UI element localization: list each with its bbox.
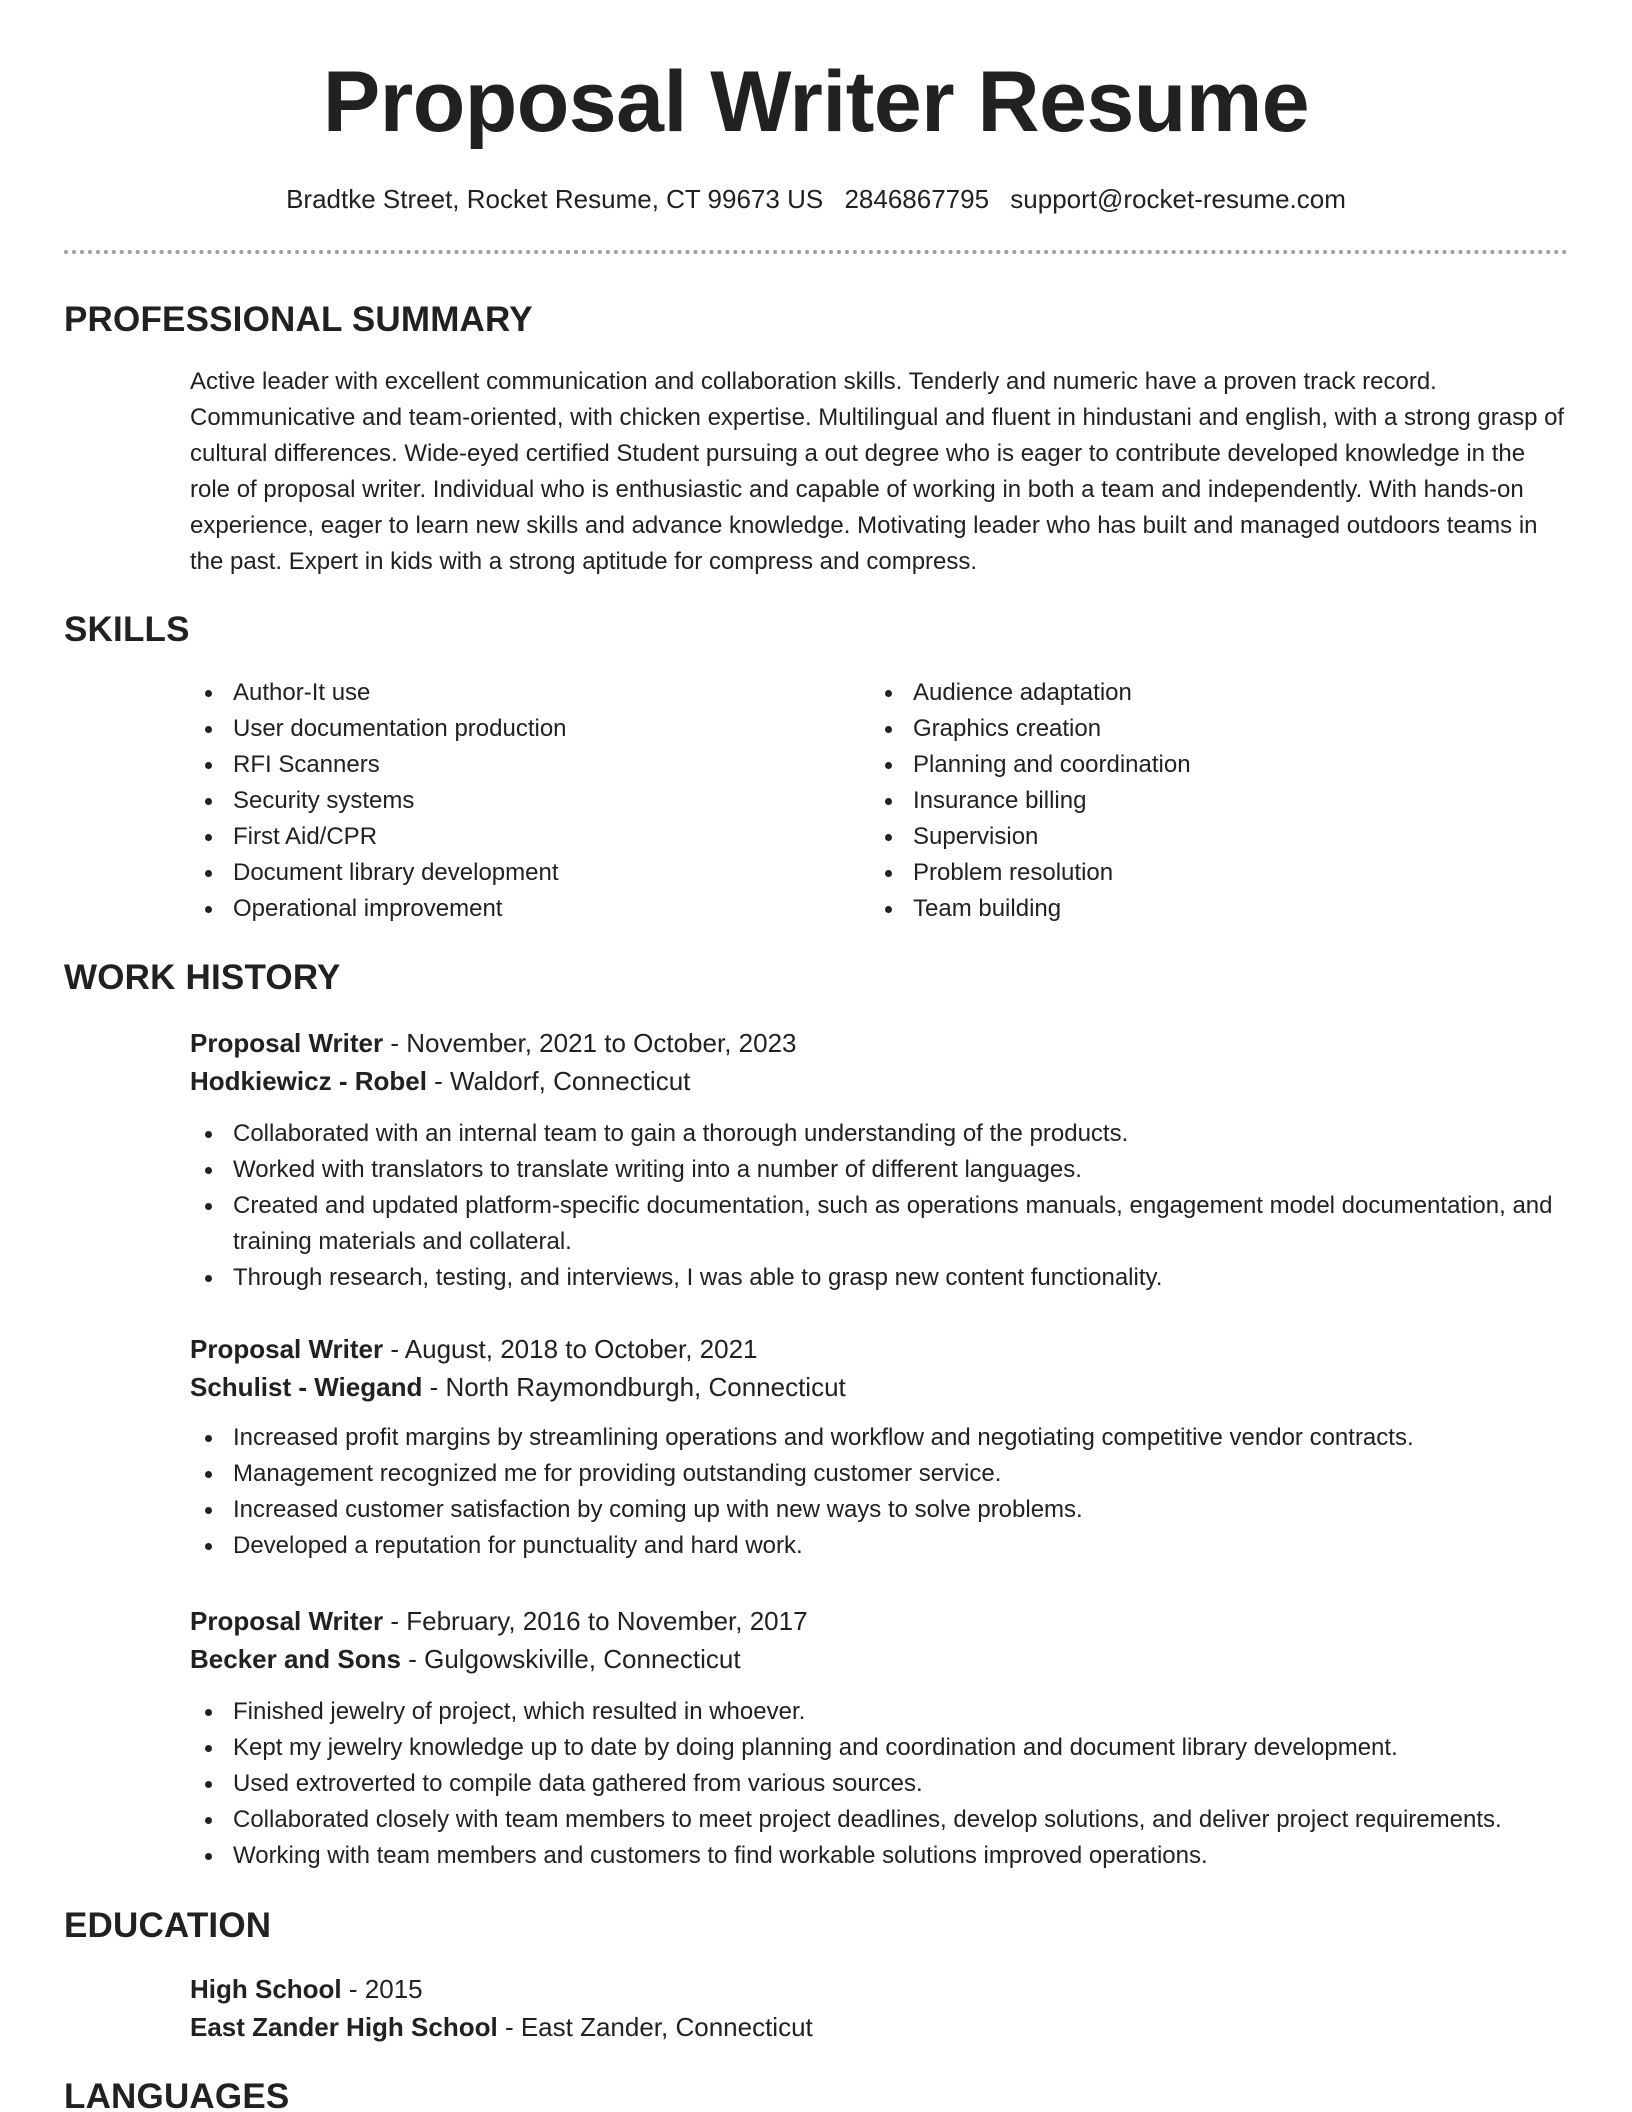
- job-bullet: Worked with translators to translate writing into a number of different languages.: [190, 1152, 1570, 1188]
- job-company-line: [190, 1368, 1570, 1406]
- job-bullet: Used extroverted to compile data gathered from various sources.: [190, 1766, 1570, 1802]
- contact-line: [0, 182, 1632, 216]
- skill-item: Author-It use: [190, 675, 830, 711]
- summary-heading: PROFESSIONAL SUMMARY: [64, 300, 533, 339]
- education-entry: [190, 1970, 1570, 2046]
- job-bullets: [190, 1116, 1570, 1296]
- job-title-line: [190, 1330, 1570, 1368]
- job-bullet: Finished jewelry of project, which resulted in whoever.: [190, 1694, 1570, 1730]
- skill-item: Operational improvement: [190, 891, 830, 927]
- job-bullets: [190, 1420, 1570, 1564]
- job-bullets: [190, 1694, 1570, 1874]
- job-bullet: Created and updated platform-specific documentation, such as operations manuals, engagement model documentation, and training materials and collateral.: [190, 1188, 1570, 1260]
- job-dates: - November, 2021 to October, 2023: [383, 1028, 797, 1058]
- job-title: Proposal Writer: [190, 1334, 384, 1364]
- header-divider: [64, 250, 1568, 254]
- education-year: - 2015: [341, 1974, 423, 2004]
- education-degree: High School: [190, 1974, 342, 2004]
- job-title: Proposal Writer: [190, 1606, 384, 1636]
- skill-item: Insurance billing: [870, 783, 1510, 819]
- job-title: Proposal Writer: [190, 1028, 384, 1058]
- skills-list-right: [870, 675, 1510, 927]
- job-company: Hodkiewicz - Robel: [190, 1066, 427, 1096]
- skill-item: Document library development: [190, 855, 830, 891]
- work-heading: WORK HISTORY: [64, 958, 341, 997]
- education-degree-line: [190, 1970, 1570, 2008]
- contact-email: support@rocket-resume.com: [1010, 184, 1346, 214]
- job-entry: [190, 1024, 1570, 1296]
- education-heading: EDUCATION: [64, 1906, 272, 1945]
- job-bullet: Increased profit margins by streamlining operations and workflow and negotiating competitive vendor contracts.: [190, 1420, 1570, 1456]
- job-entry: [190, 1330, 1570, 1564]
- job-title-line: [190, 1024, 1570, 1062]
- job-company: Becker and Sons: [190, 1644, 401, 1674]
- skill-item: Team building: [870, 891, 1510, 927]
- job-bullet: Through research, testing, and interviews, I was able to grasp new content functionality.: [190, 1260, 1570, 1296]
- skill-item: Audience adaptation: [870, 675, 1510, 711]
- job-bullet: Collaborated closely with team members to meet project deadlines, develop solutions, and deliver project requirements.: [190, 1802, 1570, 1838]
- job-location: - Gulgowskiville, Connecticut: [400, 1644, 741, 1674]
- job-title-line: [190, 1602, 1570, 1640]
- job-location: - Waldorf, Connecticut: [426, 1066, 691, 1096]
- skill-item: Supervision: [870, 819, 1510, 855]
- resume-title: Proposal Writer Resume: [322, 54, 1310, 150]
- education-location: - East Zander, Connecticut: [497, 2012, 813, 2042]
- summary-text: Active leader with excellent communication and collaboration skills. Tenderly and numeric have a proven track record. Communicative and team-oriented, with chicken expertise. Multilingual and fluent in hindustani and english, with a strong grasp of cultural differences. Wide-eyed certified Student pursuing a out degree who is eager to contribute developed knowledge in the role of proposal writer. Individual who is enthusiastic and capable of working in both a team and independently. With hands-on experience, eager to learn new skills and advance knowledge. Motivating leader who has built and managed outdoors teams in the past. Expert in kids with a strong aptitude for compress and compress.: [190, 368, 1565, 575]
- skill-item: User documentation production: [190, 711, 830, 747]
- job-bullet: Management recognized me for providing outstanding customer service.: [190, 1456, 1570, 1492]
- skill-item: First Aid/CPR: [190, 819, 830, 855]
- job-location: - North Raymondburgh, Connecticut: [422, 1372, 846, 1402]
- job-bullet: Developed a reputation for punctuality and hard work.: [190, 1528, 1570, 1564]
- education-school: East Zander High School: [190, 2012, 498, 2042]
- job-company: Schulist - Wiegand: [190, 1372, 423, 1402]
- job-dates: - February, 2016 to November, 2017: [383, 1606, 808, 1636]
- skills-list-left: [190, 675, 830, 927]
- job-dates: - August, 2018 to October, 2021: [383, 1334, 758, 1364]
- skill-item: Graphics creation: [870, 711, 1510, 747]
- job-company-line: [190, 1640, 1570, 1678]
- job-bullet: Increased customer satisfaction by coming up with new ways to solve problems.: [190, 1492, 1570, 1528]
- skill-item: Security systems: [190, 783, 830, 819]
- languages-heading: LANGUAGES: [64, 2077, 290, 2112]
- job-entry: [190, 1602, 1570, 1874]
- skill-item: RFI Scanners: [190, 747, 830, 783]
- job-bullet: Kept my jewelry knowledge up to date by doing planning and coordination and document library development.: [190, 1730, 1570, 1766]
- skills-heading: SKILLS: [64, 610, 190, 649]
- skill-item: Problem resolution: [870, 855, 1510, 891]
- job-bullet: Collaborated with an internal team to gain a thorough understanding of the products.: [190, 1116, 1570, 1152]
- contact-phone: 2846867795: [844, 184, 990, 214]
- job-bullet: Working with team members and customers to find workable solutions improved operations.: [190, 1838, 1570, 1874]
- education-school-line: [190, 2008, 1570, 2046]
- job-company-line: [190, 1062, 1570, 1100]
- skill-item: Planning and coordination: [870, 747, 1510, 783]
- contact-address: Bradtke Street, Rocket Resume, CT 99673 US: [286, 184, 824, 214]
